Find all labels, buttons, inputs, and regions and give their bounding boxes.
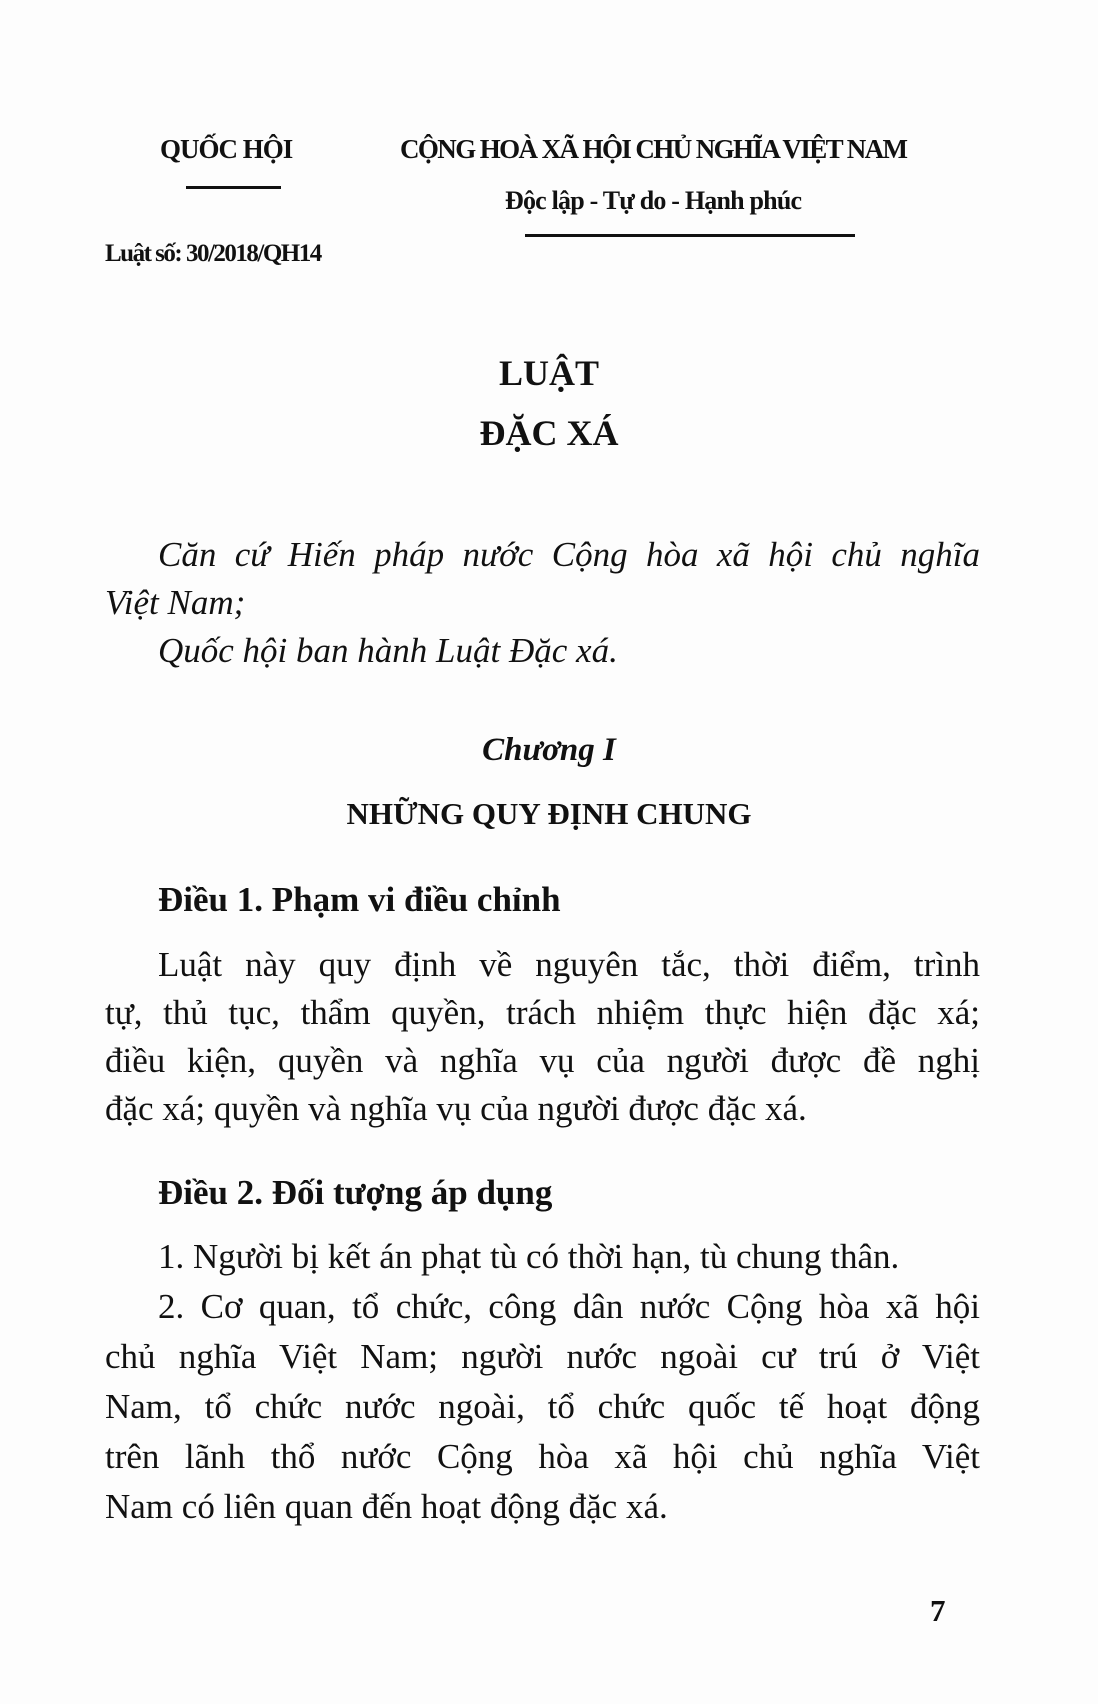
article-1-line: tự, thủ tục, thẩm quyền, trách nhiệm thực hiện đặc xá; [105, 993, 980, 1032]
motto-underline [525, 234, 855, 237]
chapter-title: NHỮNG QUY ĐỊNH CHUNG [346, 796, 752, 831]
law-number: Luật số: 30/2018/QH14 [105, 240, 321, 267]
article-1-heading: Điều 1. Phạm vi điều chỉnh [158, 880, 561, 919]
article-2-clause-2-line: 2. Cơ quan, tổ chức, công dân nước Cộng hòa xã hội [158, 1287, 980, 1326]
preamble-line-2: Việt Nam; [105, 583, 246, 622]
article-2-clause-2-line: Nam có liên quan đến hoạt động đặc xá. [105, 1487, 668, 1526]
national-motto: Độc lập - Tự do - Hạnh phúc [505, 186, 802, 215]
chapter-number: Chương I [482, 732, 616, 768]
issuing-body-underline [186, 186, 281, 189]
preamble-line-3: Quốc hội ban hành Luật Đặc xá. [158, 631, 618, 670]
page-number: 7 [930, 1593, 946, 1628]
issuing-body: QUỐC HỘI [160, 134, 293, 164]
article-2-clause-2-line: Nam, tổ chức nước ngoài, tổ chức quốc tế hoạt động [105, 1387, 980, 1426]
article-2-clause-2-line: chủ nghĩa Việt Nam; người nước ngoài cư trú ở Việt [105, 1337, 980, 1376]
article-1-line: Luật này quy định về nguyên tắc, thời điểm, trình [158, 945, 980, 984]
law-title-name: ĐẶC XÁ [479, 413, 619, 453]
article-2-clause-2-line: trên lãnh thổ nước Cộng hòa xã hội chủ nghĩa Việt [105, 1437, 980, 1476]
preamble-line-1: Căn cứ Hiến pháp nước Cộng hòa xã hội chủ nghĩa [158, 535, 980, 574]
article-1-line: đặc xá; quyền và nghĩa vụ của người được đặc xá. [105, 1089, 807, 1128]
article-2-heading: Điều 2. Đối tượng áp dụng [158, 1173, 553, 1212]
article-2-clause-1: 1. Người bị kết án phạt tù có thời hạn, tù chung thân. [158, 1237, 900, 1276]
law-title-label: LUẬT [498, 353, 600, 393]
article-1-line: điều kiện, quyền và nghĩa vụ của người được đề nghị [105, 1041, 980, 1080]
country-name: CỘNG HOÀ XÃ HỘI CHỦ NGHĨA VIỆT NAM [400, 134, 907, 164]
